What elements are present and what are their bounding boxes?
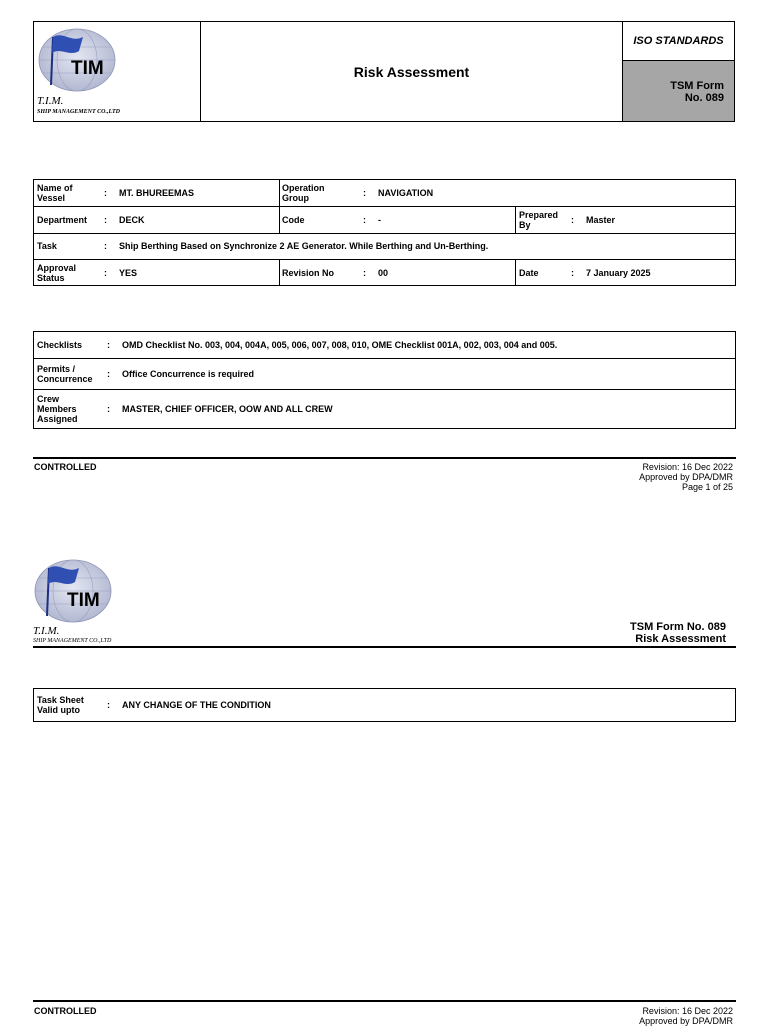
department-value: DECK — [119, 214, 145, 225]
colon: : — [363, 188, 366, 198]
logo-text: TIM — [67, 590, 100, 611]
checklists-label: Checklists — [37, 340, 83, 350]
page-number: Page 1 of 25 — [681, 482, 733, 492]
checklists-value: OMD Checklist No. 003, 004, 004A, 005, 006, 007, 008, 010, OME Checklist 001A, 002, 003, 004 and 005. — [122, 340, 558, 350]
code-label: Code — [282, 214, 305, 225]
prepared-by-value: Master — [586, 214, 616, 225]
footer-meta — [533, 1006, 733, 1026]
permits-label: Permits / Concurrence — [37, 363, 93, 384]
colon: : — [107, 404, 110, 414]
logo-text: TIM — [71, 58, 104, 79]
date-label: Date — [519, 267, 539, 278]
footer-rule — [33, 457, 736, 459]
header-rule — [33, 646, 736, 648]
colon: : — [107, 369, 110, 379]
revision-date: Revision: 16 Dec 2022 — [642, 462, 733, 472]
task-sheet-table — [33, 688, 736, 722]
colon: : — [104, 215, 107, 225]
colon: : — [363, 215, 366, 225]
col-divider — [279, 206, 280, 233]
crew-value: MASTER, CHIEF OFFICER, OOW AND ALL CREW — [122, 404, 333, 414]
col-divider — [279, 180, 280, 206]
task-sheet-label: Task Sheet Valid upto — [37, 695, 84, 715]
footer-meta — [533, 462, 733, 492]
revision-no-value: 00 — [378, 267, 389, 278]
form-number-box — [623, 61, 734, 121]
form-line-2: No. 089 — [684, 92, 724, 104]
colon: : — [104, 268, 107, 278]
revision-no-label: Revision No — [282, 267, 335, 278]
form-number: TSM Form No. 089 — [630, 621, 726, 633]
colon: : — [104, 241, 107, 251]
approval-status-label: Approval Status — [37, 262, 77, 283]
approved-by: Approved by DPA/DMR — [639, 472, 733, 482]
company-name: T.I.M. — [33, 625, 60, 637]
code-value: - — [378, 214, 381, 225]
approval-status-value: YES — [119, 267, 138, 278]
approved-by: Approved by DPA/DMR — [639, 1016, 733, 1026]
revision-date: Revision: 16 Dec 2022 — [642, 1006, 733, 1016]
permits-value: Office Concurrence is required — [122, 368, 255, 379]
page2-title: Risk Assessment — [635, 633, 726, 645]
colon: : — [107, 340, 110, 350]
form-line-1: TSM Form — [670, 80, 724, 92]
logo-cell — [34, 22, 201, 121]
col-divider — [279, 259, 280, 286]
controlled-label: CONTROLLED — [34, 462, 97, 472]
company-name: T.I.M. — [37, 95, 64, 107]
colon: : — [107, 700, 110, 710]
header-table — [33, 21, 735, 122]
document-title: Risk Assessment — [201, 22, 623, 121]
company-subtitle: SHIP MANAGEMENT CO.,LTD — [37, 109, 121, 115]
colon: : — [571, 268, 574, 278]
task-value: Ship Berthing Based on Synchronize 2 AE Generator. While Berthing and Un-Berthing. — [119, 241, 489, 251]
crew-label: Crew Members Assigned — [37, 394, 78, 424]
task-sheet-value: ANY CHANGE OF THE CONDITION — [122, 700, 271, 710]
footer-rule — [33, 1000, 736, 1002]
company-subtitle: SHIP MANAGEMENT CO.,LTD — [33, 638, 112, 644]
date-value: 7 January 2025 — [586, 267, 651, 278]
checklist-table — [33, 331, 736, 429]
prepared-by-label: Prepared By — [519, 209, 559, 230]
task-label: Task — [37, 241, 57, 251]
colon: : — [104, 188, 107, 198]
vessel-label: Name of Vessel — [37, 183, 73, 203]
controlled-label: CONTROLLED — [34, 1006, 97, 1016]
col-divider — [515, 259, 516, 286]
colon: : — [363, 268, 366, 278]
page2-header-text — [526, 621, 726, 645]
iso-standards-label: ISO STANDARDS — [623, 22, 734, 61]
operation-group-value: NAVIGATION — [378, 188, 434, 198]
department-label: Department — [37, 214, 88, 225]
operation-group-label: Operation Group — [282, 183, 325, 203]
vessel-value: MT. BHUREEMAS — [119, 188, 195, 198]
col-divider — [515, 206, 516, 233]
colon: : — [571, 215, 574, 225]
vessel-info-table — [33, 179, 736, 286]
